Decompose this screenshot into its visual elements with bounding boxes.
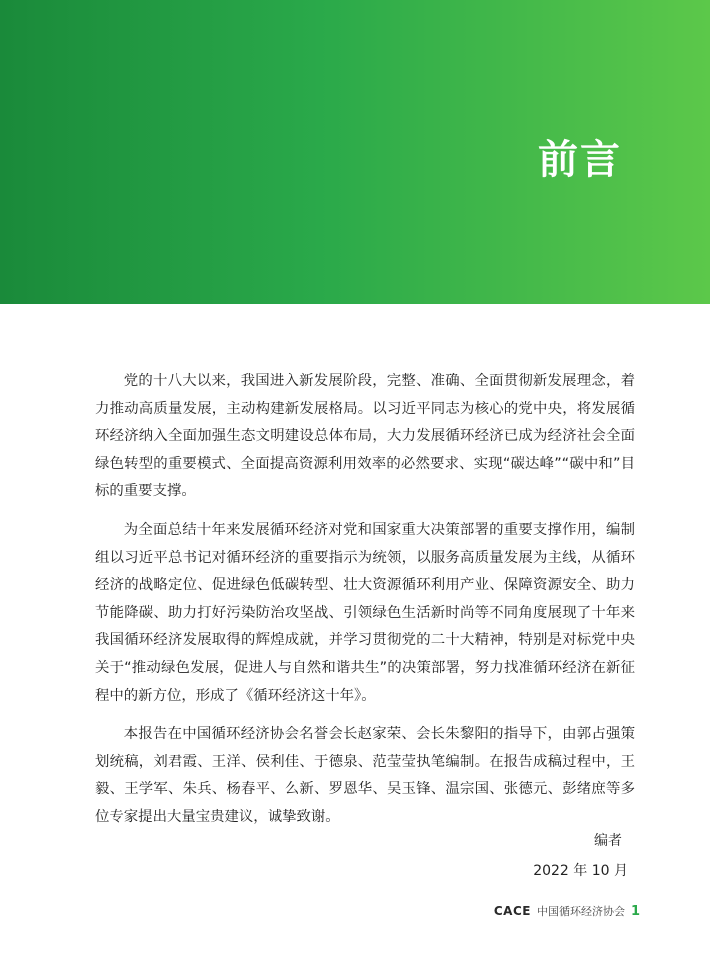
footer-org: 中国循环经济协会 xyxy=(536,905,625,918)
signature-author: 编者 xyxy=(594,833,622,849)
paragraph: 本报告在中国循环经济协会名誉会长赵家荣、会长朱黎阳的指导下，由郭占强策划统稿，刘君霞、王洋、侯利佳、于德泉、范莹莹执笔编制。在报告成稿过程中，王毅、王学军、朱兵、杨春平、么新、罗恩华、吴玉锋、温宗国、张德元、彭绪庶等多位专家提出大量宝贵建议，诚挚致谢。 xyxy=(95,726,635,825)
signature-date: 2022 年 10 月 xyxy=(533,863,628,879)
page-number: 1 xyxy=(630,903,640,919)
header-banner xyxy=(0,0,710,304)
footer-logo: CACE xyxy=(493,904,531,918)
page-footer xyxy=(494,903,640,919)
paragraph: 为全面总结十年来发展循环经济对党和国家重大决策部署的重要支撑作用，编制组以习近平总书记对循环经济的重要指示为统领，以服务高质量发展为主线，从循环经济的战略定位、促进绿色低碳转型、壮大资源循环利用产业、保障资源安全、助力节能降碳、助力打好污染防治攻坚战、引领绿色生活新时尚等不同角度展现了十年来我国循环经济发展取得的辉煌成就，并学习贯彻党的二十大精神，特别是对标党中央关于“推动绿色发展，促进人与自然和谐共生”的决策部署，努力找准循环经济在新征程中的新方位，形成了《循环经济这十年》。 xyxy=(95,521,635,704)
preface-body xyxy=(95,368,635,843)
paragraph: 党的十八大以来，我国进入新发展阶段，完整、准确、全面贯彻新发展理念，着力推动高质量发展，主动构建新发展格局。以习近平同志为核心的党中央，将发展循环经济纳入全面加强生态文明建设总体布局，大力发展循环经济已成为经济社会全面绿色转型的重要模式、全面提高资源利用效率的必然要求、实现“碳达峰”“碳中和”目标的重要支撑。 xyxy=(95,373,635,500)
page-title: 前言 xyxy=(538,137,622,183)
